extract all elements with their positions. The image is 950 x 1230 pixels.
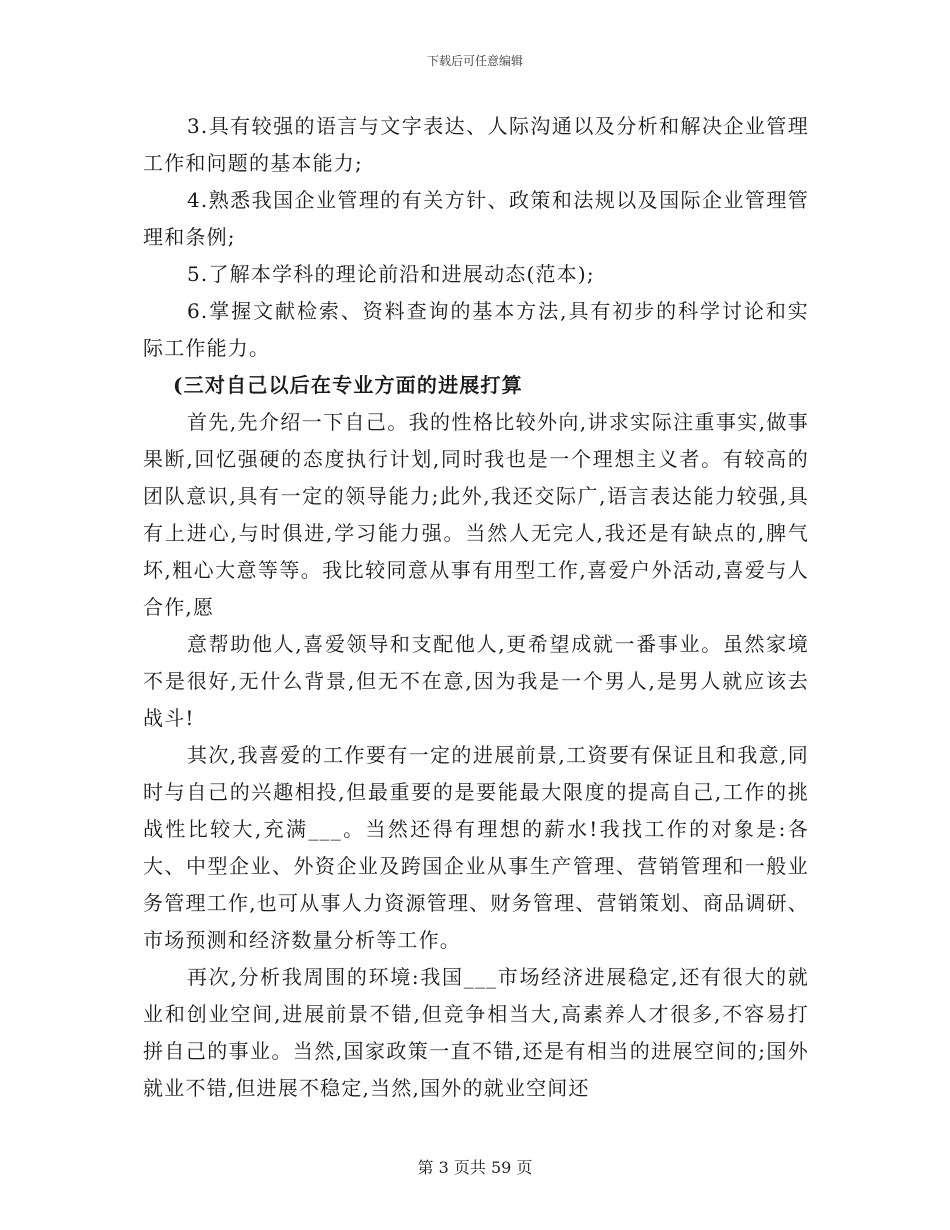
paragraph: 4.熟悉我国企业管理的有关方针、政策和法规以及国际企业管理管理和条例;: [143, 188, 809, 249]
paragraph: 3.具有较强的语言与文字表达、人际沟通以及分析和解决企业管理工作和问题的基本能力;: [143, 114, 809, 175]
paragraph: 首先,先介绍一下自己。我的性格比较外向,讲求实际注重事实,做事果断,回忆强硬的态度执行计划,同时我也是一个理想主义者。有较高的团队意识,具有一定的领导能力;此外,我还交际广,语言表达能力较强,具有上进心,与时俱进,学习能力强。当然人无完人,我还是有缺点的,脾气坏,粗心大意等等。我比较同意从事有用型工作,喜爱户外活动,喜爱与人合作,愿: [143, 410, 809, 619]
section-heading: (三对自己以后在专业方面的进展打算: [173, 373, 523, 397]
paragraph: 6.掌握文献检索、资料查询的基本方法,具有初步的科学讨论和实际工作能力。: [143, 299, 809, 360]
paragraph: 再次,分析我周围的环境:我国___市场经济进展稳定,还有很大的就业和创业空间,进展前景不错,但竞争相当大,高素养人才很多,不容易打拼自己的事业。当然,国家政策一直不错,还是有相当的进展空间的;国外就业不错,但进展不稳定,当然,国外的就业空间还: [143, 965, 809, 1100]
page-header: 下载后可任意编辑: [426, 54, 523, 68]
paragraph: 5.了解本学科的理论前沿和进展动态(范本);: [187, 262, 595, 286]
paragraph: 意帮助他人,喜爱领导和支配他人,更希望成就一番事业。虽然家境不是很好,无什么背景,但无不在意,因为我是一个男人,是男人就应该去战斗!: [143, 632, 809, 730]
page-number-footer: 第 3 页共 59 页: [417, 1158, 533, 1177]
paragraph: 其次,我喜爱的工作要有一定的进展前景,工资要有保证且和我意,同时与自己的兴趣相投,但最重要的是要能最大限度的提高自己,工作的挑战性比较大,充满___。当然还得有理想的薪水!我找工作的对象是:各大、中型企业、外资企业及跨国企业从事生产管理、营销管理和一般业务管理工作,也可从事人力资源管理、财务管理、营销策划、商品调研、市场预测和经济数量分析等工作。: [143, 743, 809, 952]
document-body: [143, 108, 809, 1107]
